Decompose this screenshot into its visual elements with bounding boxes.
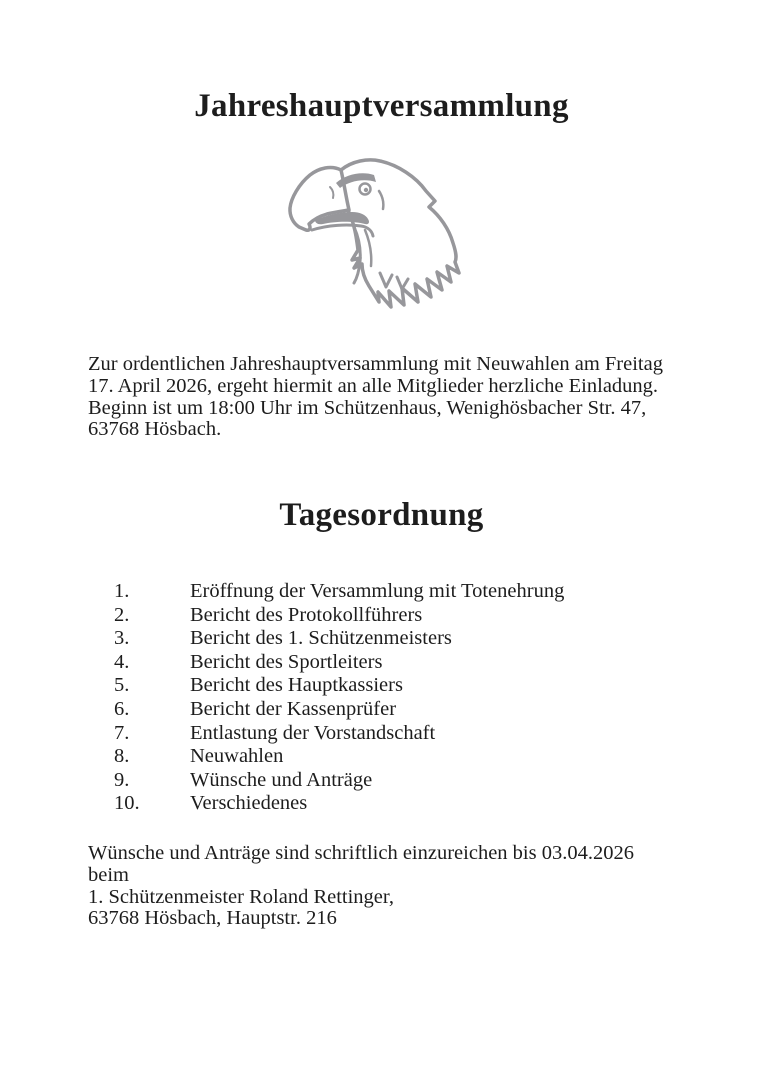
closing-paragraph	[88, 843, 634, 930]
agenda-heading: Tagesordnung	[279, 497, 484, 533]
agenda-item-label: Eröffnung der Versammlung mit Totenehrung	[190, 580, 565, 602]
closing-line: 63768 Hösbach, Hauptstr. 216	[88, 907, 337, 930]
intro-line: Zur ordentlichen Jahreshauptversammlung mit Neuwahlen am Freitag	[88, 353, 663, 375]
agenda-item-label: Bericht des Hauptkassiers	[190, 674, 403, 697]
closing-line: Wünsche und Anträge sind schriftlich einzureichen bis 03.04.2026	[88, 842, 634, 864]
agenda-item-number: 10.	[114, 792, 140, 815]
agenda-item-number: 9.	[114, 768, 130, 791]
intro-line: 17. April 2026, ergeht hiermit an alle Mitglieder herzliche Einladung.	[88, 374, 659, 397]
agenda-item-label: Bericht des Sportleiters	[190, 650, 383, 673]
agenda-item	[114, 792, 564, 816]
intro-line: 63768 Hösbach.	[88, 418, 222, 441]
agenda-item	[114, 722, 564, 746]
agenda-item-label: Bericht des Protokollführers	[190, 603, 423, 626]
intro-line: Beginn ist um 18:00 Uhr im Schützenhaus, Wenighösbacher Str. 47,	[88, 396, 647, 419]
agenda-item-number: 5.	[114, 674, 130, 697]
agenda-list	[114, 580, 564, 816]
closing-line: beim	[88, 863, 129, 886]
agenda-item	[114, 769, 564, 793]
agenda-item-label: Entlastung der Vorstandschaft	[190, 721, 436, 744]
agenda-item-number: 3.	[114, 627, 130, 650]
agenda-item	[114, 698, 564, 722]
agenda-item-label: Bericht des 1. Schützenmeisters	[190, 627, 452, 650]
agenda-item-label: Neuwahlen	[190, 745, 284, 768]
agenda-item-number: 1.	[114, 580, 130, 602]
invitation-paragraph	[88, 354, 663, 441]
agenda-item	[114, 627, 564, 651]
agenda-item-label: Wünsche und Anträge	[190, 768, 373, 791]
page-title: Jahreshauptversammlung	[194, 88, 569, 124]
agenda-item-label: Bericht der Kassenprüfer	[190, 697, 397, 720]
agenda-item	[114, 745, 564, 769]
agenda-item	[114, 651, 564, 675]
agenda-item-number: 4.	[114, 650, 130, 673]
agenda-item	[114, 604, 564, 628]
agenda-item-number: 7.	[114, 721, 130, 744]
agenda-item-number: 2.	[114, 603, 130, 626]
agenda-item-label: Verschiedenes	[190, 792, 308, 815]
agenda-item	[114, 674, 564, 698]
agenda-item-number: 8.	[114, 745, 130, 768]
agenda-item-number: 6.	[114, 697, 130, 720]
agenda-item	[114, 580, 564, 604]
closing-line: 1. Schützenmeister Roland Rettinger,	[88, 885, 395, 908]
eagle-head-icon	[284, 155, 479, 330]
